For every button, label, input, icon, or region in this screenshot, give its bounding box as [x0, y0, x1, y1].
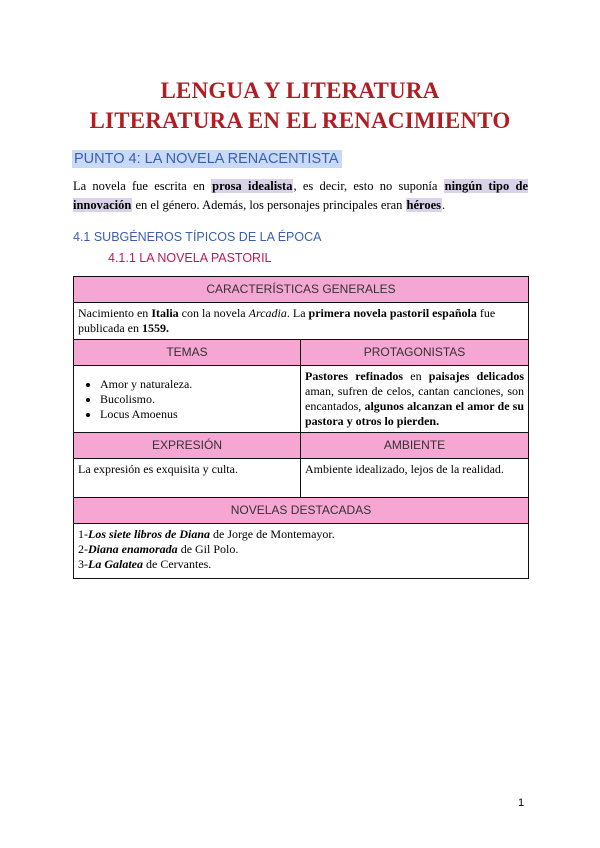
novela-title: Diana enamorada: [88, 542, 178, 556]
novelas-cell: [74, 524, 529, 579]
general-primera-novela: primera novela pastoril española: [308, 306, 477, 320]
general-characteristics-cell: [74, 303, 529, 340]
novela-author: de Cervantes.: [143, 557, 212, 571]
novelas-header: NOVELAS DESTACADAS: [74, 498, 529, 524]
expresion-header: EXPRESIÓN: [74, 433, 301, 459]
temas-list: [78, 377, 296, 422]
intro-text-1: La novela fue escrita en: [73, 179, 212, 193]
subsubsection-heading: 4.1.1 LA NOVELA PASTORIL: [108, 251, 272, 265]
table-row: [74, 366, 529, 433]
page-number: 1: [518, 797, 525, 809]
intro-text-2: , es decir, esto no suponía: [293, 179, 444, 193]
general-characteristics-header: CARACTERÍSTICAS GENERALES: [74, 277, 529, 303]
protagonistas-header: PROTAGONISTAS: [301, 340, 529, 366]
general-italia: Italia: [151, 306, 179, 320]
list-item: [78, 527, 524, 542]
intro-text-3: en el género. Además, los personajes principales eran: [132, 198, 406, 212]
novela-author: de Gil Polo.: [177, 542, 239, 556]
table-row: [74, 340, 529, 366]
section-heading: PUNTO 4: LA NOVELA RENACENTISTA: [72, 150, 342, 168]
general-text-4: fue publicada en: [78, 306, 496, 335]
subsection-heading: 4.1 SUBGÉNEROS TÍPICOS DE LA ÉPOCA: [73, 230, 322, 244]
novela-title: Los siete libros de Diana: [88, 527, 210, 541]
temas-header: TEMAS: [74, 340, 301, 366]
protag-text-2: aman, sufren de celos, cantan canciones, son encantados,: [305, 384, 524, 413]
highlight-heroes: héroes: [406, 198, 442, 212]
table-row: [74, 524, 529, 579]
general-arcadia: Arcadia: [248, 306, 287, 320]
novela-number: 1-: [78, 527, 88, 541]
expresion-cell: La expresión es exquisita y culta.: [74, 459, 301, 498]
novela-author: de Jorge de Montemayor.: [210, 527, 335, 541]
protagonistas-cell: [301, 366, 529, 433]
table-row: [74, 498, 529, 524]
intro-text-4: .: [442, 198, 446, 212]
document-title-line-2: LITERATURA EN EL RENACIMIENTO: [89, 108, 511, 133]
novela-number: 3-: [78, 557, 88, 571]
highlight-prosa-idealista: prosa idealista: [212, 179, 293, 193]
list-item: • Bucolismo.: [100, 392, 296, 407]
protag-text-1: en: [403, 369, 429, 383]
protag-paisajes: paisajes delicados: [428, 369, 524, 383]
ambiente-cell: Ambiente idealizado, lejos de la realidad.: [301, 459, 529, 498]
intro-paragraph: [73, 177, 528, 215]
pastoral-novel-table: [73, 276, 529, 579]
novela-title: La Galatea: [88, 557, 143, 571]
list-item: • Amor y naturaleza.: [100, 377, 296, 392]
general-text-3: . La: [286, 306, 309, 320]
list-item: [78, 557, 524, 572]
list-item: [78, 542, 524, 557]
table-row: [74, 433, 529, 459]
table-row: [74, 303, 529, 340]
highlight-ningun-tipo: ningún tipo de innovación: [73, 179, 528, 212]
temas-cell: [74, 366, 301, 433]
document-title-line-1: LENGUA Y LITERATURA: [160, 78, 440, 103]
general-text-2: con la novela: [178, 306, 249, 320]
novela-number: 2-: [78, 542, 88, 556]
general-text-1: Nacimiento en: [78, 306, 152, 320]
ambiente-header: AMBIENTE: [301, 433, 529, 459]
list-item: • Locus Amoenus: [100, 407, 296, 422]
protag-pastores: Pastores refinados: [305, 369, 404, 383]
protag-amor: algunos alcanzan el amor de su pastora y otros lo pierden.: [305, 399, 525, 428]
table-row: [74, 277, 529, 303]
table-row: [74, 459, 529, 498]
general-year: 1559.: [141, 321, 169, 335]
